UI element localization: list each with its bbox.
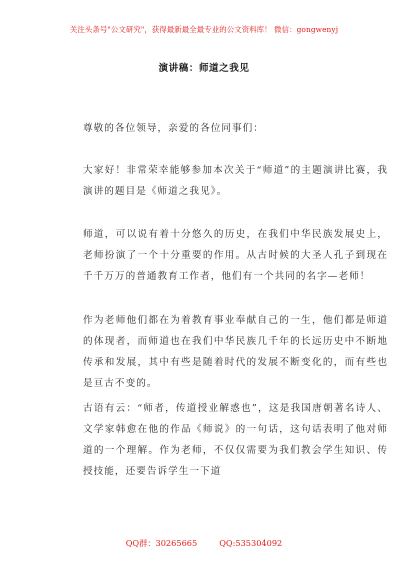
footer-qq: QQ:535304092 (219, 538, 283, 548)
paragraph-4 (83, 398, 388, 482)
salutation-text: 尊敬的各位领导，亲爱的各位同事们： (83, 123, 264, 134)
paragraph-text: 师道，可以说有着十分悠久的历史，在我们中华民族发展史上，老师扮演了一个十分重要的作用。从古时候的大圣人孔子到现在千千万万的普通教育工作者，他们有一个共同的名字—老师！ (83, 229, 388, 282)
paragraph-text: 古语有云：“师者，传道授业解惑也”，这是我国唐朝著名诗人、文学家韩愈在他的作品《师说》的一句话，这句话表明了他对师道的一个理解。作为老师，不仅仅需要为我们教会学生知识、传授技能，还要告诉学生一下道 (83, 403, 388, 477)
footer-qq-group: QQ群：30265665 (125, 538, 198, 548)
paragraph-text: 大家好！非常荣幸能够参加本次关于“师道”的主题演讲比赛，我演讲的题目是《师道之我见》。 (83, 165, 388, 197)
footer-contact (0, 538, 408, 549)
salutation (83, 118, 388, 139)
paragraph-1 (83, 160, 388, 202)
document-title: 演讲稿：师道之我见 (158, 63, 250, 74)
paragraph-text: 作为老师他们都在为着教育事业奉献自己的一生，他们都是师道的体现者，而师道也在我们中华民族几千年的长远历史中不断地传承和发展，其中有些是随着时代的发展不断变化的，而有些也是亘古不变的。 (83, 315, 388, 389)
paragraph-3 (83, 310, 388, 394)
header-promo-note: 关注头条号"公文研究"，获得最新最全最专业的公文资料库！ 微信：gongwenyj (69, 25, 339, 34)
paragraph-2 (83, 224, 388, 287)
